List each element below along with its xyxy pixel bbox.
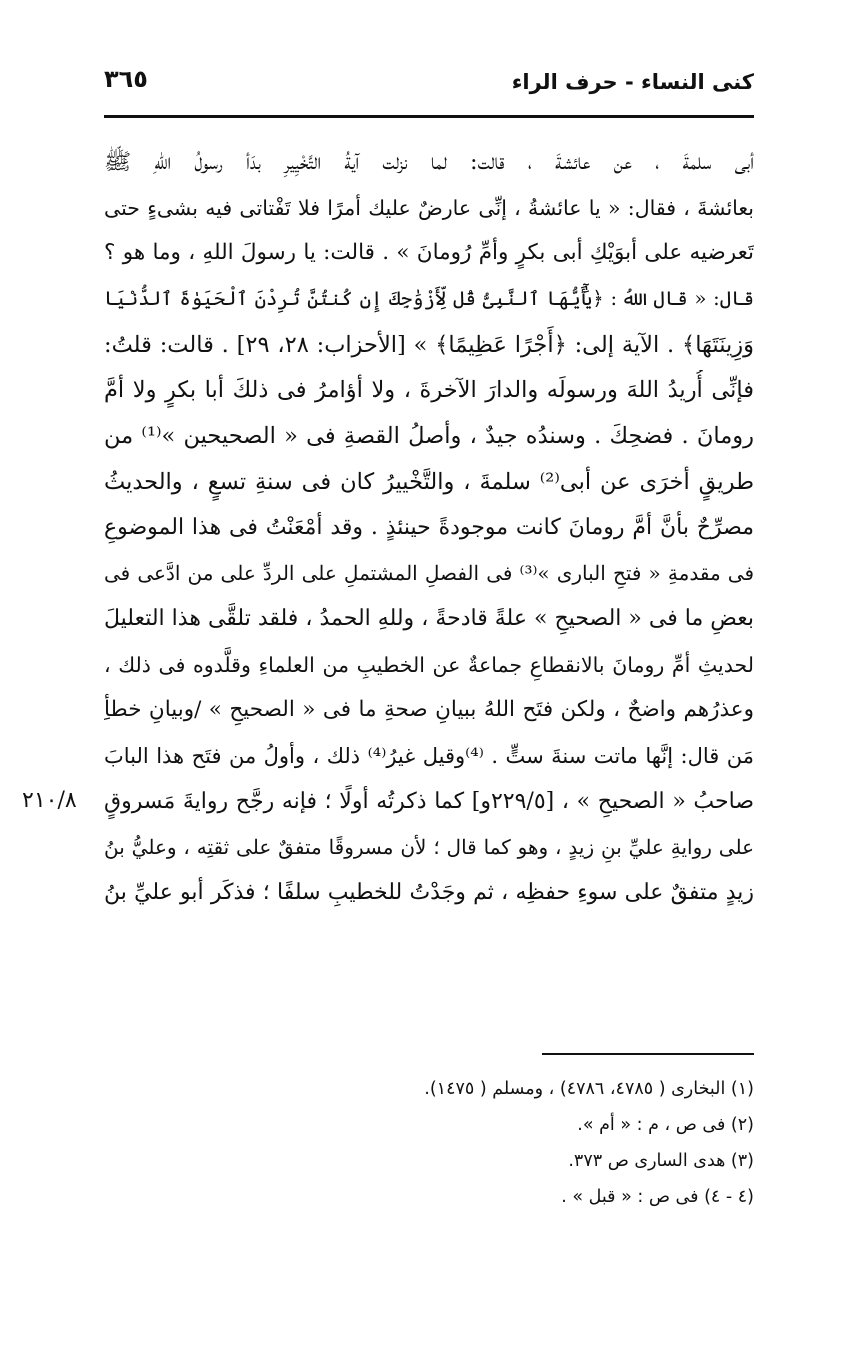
text-line: قال: « قال اللهُ : ﴿يَٰٓأَيُّهَا ٱلنَّبِىُّ قُل لِّأَزْوَٰجِكَ إِن كُنتُنَّ تُرِدْنَ ٱلْحَيَوٰةَ ٱلدُّنْيَا bbox=[104, 287, 754, 311]
text-line: وَزِينَتَهَا﴾ . الآية إلى: ﴿أَجْرًا عَظِيمًا﴾ » [الأحزاب: ٢٨، ٢٩] . قالت: قلتُ: bbox=[104, 331, 754, 358]
footnote-rule bbox=[542, 1053, 754, 1055]
text-line: على روايةِ عليِّ بنِ زيدٍ ، وهو كما قال ؛ لأن مسروقًا متفقٌ على ثقتِه ، وعليُّ بنُ bbox=[104, 835, 754, 860]
page-number: ٣٦٥ bbox=[104, 65, 148, 93]
text-line: صاحبُ « الصحيحِ » ، [٢٢٩/٥و] كما ذكرتُه أولًا ؛ فإنه رجَّح روايةَ مَسروقٍ bbox=[104, 788, 754, 814]
text-line: طريقٍ أخرَى عن أبى⁽²⁾ سلمةَ ، والتَّخْييرُ كان فى سنةِ تسعٍ ، والحديثُ bbox=[104, 468, 754, 495]
text-line: زيدٍ متفقٌ على سوءِ حفظِه ، ثم وجَدْتُ للخطيبِ سلفًا ؛ فذكَر أبو عليِّ بنُ bbox=[104, 880, 754, 905]
text-line: تَعرضيه على أبوَيْكِ أبى بكرٍ وأمِّ رُومانَ » . قالت: يا رسولَ اللهِ ، وما هو ؟ bbox=[104, 240, 754, 266]
footnote: (٢) فى ص ، م : « أم ». bbox=[577, 1115, 754, 1135]
text-line: فإنِّى أُريدُ اللهَ ورسولَه والدارَ الآخرةَ ، ولا أؤامرُ فى ذلكَ أبا بكرٍ ولا أمَّ bbox=[104, 377, 754, 404]
footnote: (٣) هدى السارى ص ٣٧٣. bbox=[568, 1151, 754, 1171]
text-line: مَن قال: إنَّها ماتت سنةَ ستٍّ . ⁽⁴⁾وقيل غيرُ⁽⁴⁾ ذلك ، وأولُ من فتَح هذا البابَ bbox=[104, 743, 754, 768]
text-line: بعضِ ما فى « الصحيحِ » علةً قادحةً ، وللهِ الحمدُ ، فلقد تلقَّى هذا التعليلَ bbox=[104, 605, 754, 631]
text-line: رومانَ . فضحِكَ . وسندُه جيدٌ ، وأصلُ القصةِ فى « الصحيحين »⁽¹⁾ من bbox=[104, 423, 754, 450]
margin-reference: ٢١٠/٨ bbox=[22, 788, 77, 813]
text-line: أبى سلمةَ ، عن عائشةَ ، قالت: لما نزلت آيةُ التَّخْيِيرِ بدَأ رسولُ اللهِ ﷺ bbox=[104, 149, 754, 175]
header-rule bbox=[104, 115, 754, 118]
running-header bbox=[104, 60, 754, 100]
running-title: كنى النساء - حرف الراء bbox=[511, 70, 754, 94]
text-line: بعائشةَ ، فقال: « يا عائشةُ ، إنِّى عارضٌ عليك أمرًا فلا تَفْتاتى فيه بشىءٍ حتى bbox=[104, 195, 754, 220]
main-text bbox=[104, 142, 754, 919]
footnotes bbox=[104, 1074, 754, 1218]
text-line: مصرِّحٌ بأنَّ أمَّ رومانَ كانت موجودةً حينئذٍ . وقد أمْعَنْتُ فى هذا الموضوعِ bbox=[104, 514, 754, 540]
text-line: لحديثِ أمِّ رومانَ بالانقطاعِ جماعةٌ عن الخطيبِ من العلماءِ وقلَّدوه فى ذلك ، bbox=[104, 652, 754, 677]
footnote: (٤ - ٤) فى ص : « قبل » . bbox=[561, 1187, 754, 1207]
text-line: فى مقدمةِ « فتحِ البارى »⁽³⁾ فى الفصلِ المشتملِ على الردِّ على من ادَّعى فى bbox=[104, 561, 754, 586]
text-line: وعذرُهم واضحٌ ، ولكن فتَح اللهُ ببيانِ صحةِ ما فى « الصحيحِ » /وبيانِ خطأِ bbox=[104, 697, 754, 723]
footnote: (١) البخارى ( ٤٧٨٥، ٤٧٨٦) ، ومسلم ( ١٤٧٥). bbox=[424, 1079, 754, 1099]
